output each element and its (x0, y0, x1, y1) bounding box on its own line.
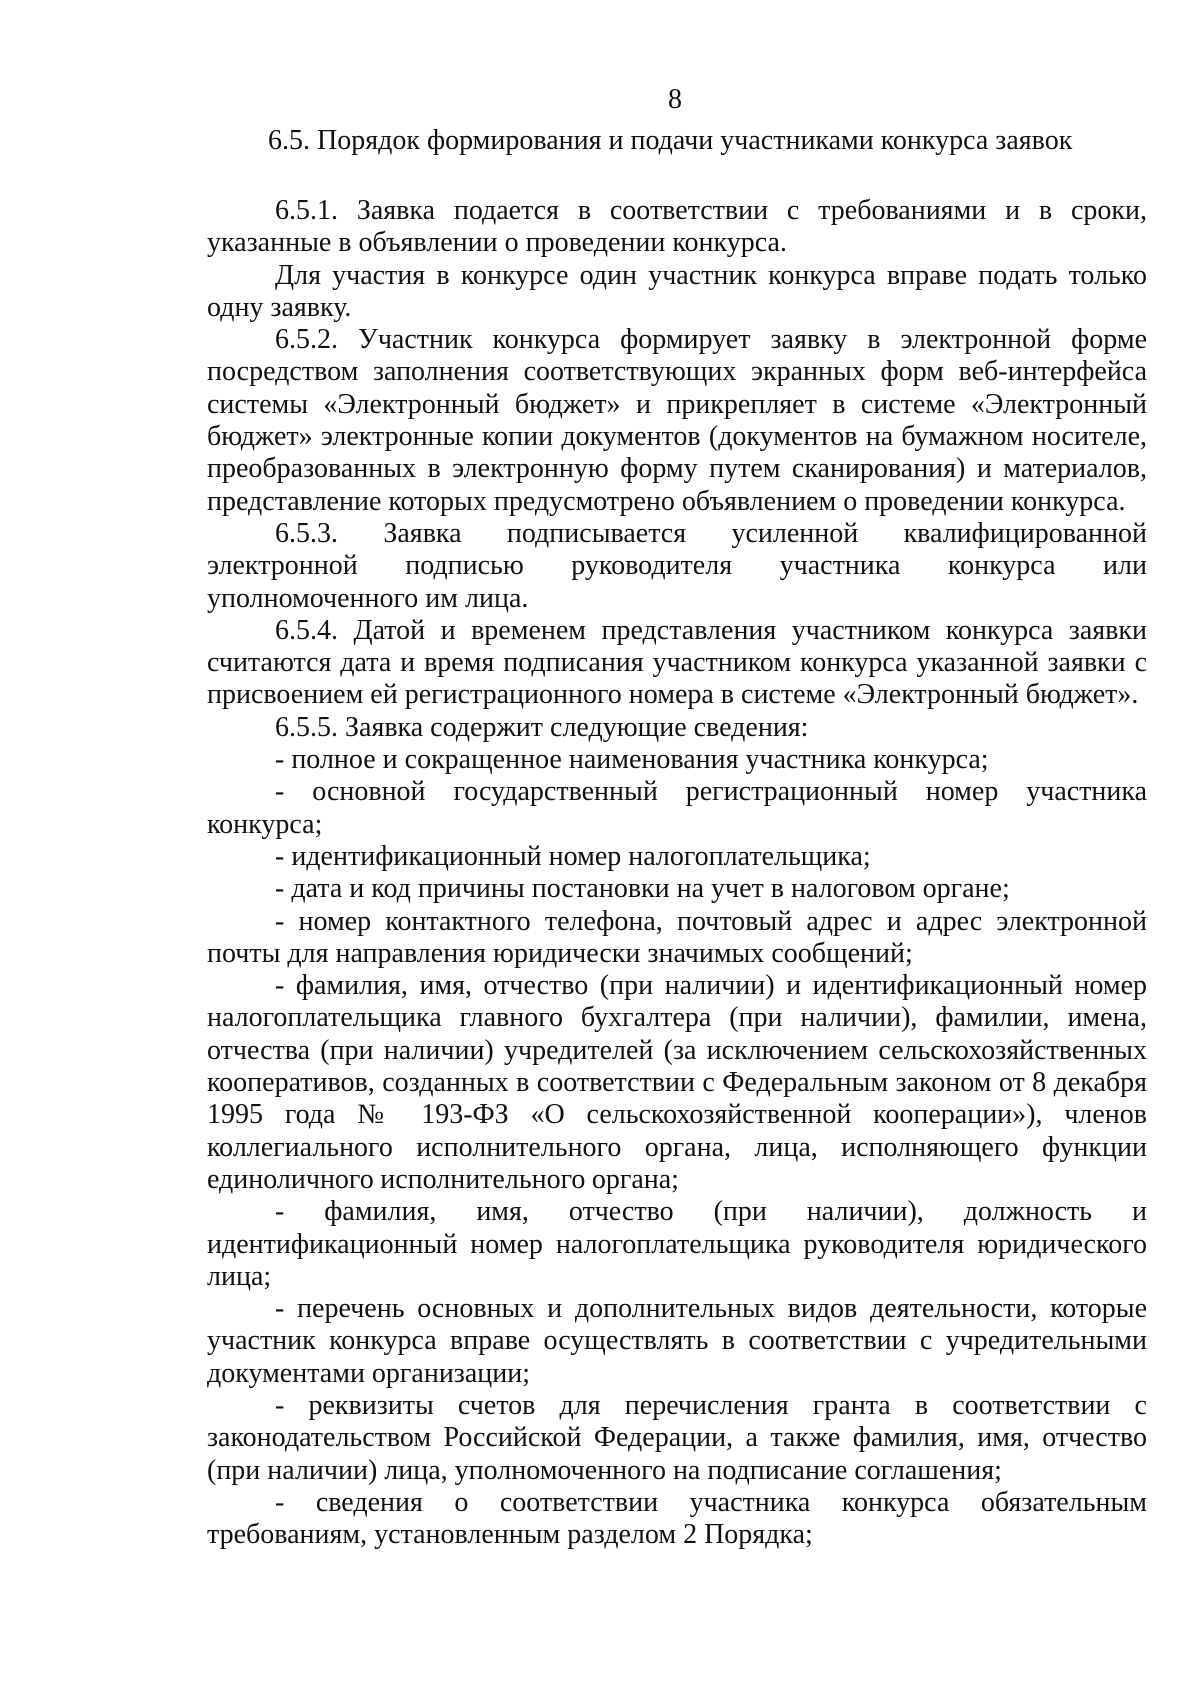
paragraph-single-application: Для участия в конкурсе один участник конкурса вправе подать только одну заявку. (207, 259, 1147, 323)
list-item-inn: - идентификационный номер налогоплательщика; (275, 840, 871, 872)
list-item-director: - фамилия, имя, отчество (при наличии), должность и идентификационный номер налогоплательщика руководителя юридического лица; (207, 1196, 1147, 1292)
list-item-activities: - перечень основных и дополнительных видов деятельности, которые участник конкурса вправе осуществлять в соответствии с учредительными документами организации; (207, 1293, 1147, 1389)
paragraph-6-5-5: 6.5.5. Заявка содержит следующие сведения: (275, 711, 809, 743)
paragraph-6-5-3: 6.5.3. Заявка подписывается усиленной квалифицированной электронной подписью руководителя участника конкурса или уполномоченного им лица. (207, 517, 1147, 614)
list-item-contacts: - номер контактного телефона, почтовый адрес и адрес электронной почты для направления юридически значимых сообщений; (207, 905, 1147, 969)
list-item-compliance: - сведения о соответствии участника конкурса обязательным требованиям, установленным разделом 2 Порядка; (207, 1486, 1147, 1551)
paragraph-6-5-1: 6.5.1. Заявка подается в соответствии с требованиями и в сроки, указанные в объявлении о проведении конкурса. (207, 195, 1147, 259)
document-body (207, 195, 1147, 1551)
list-item-ogrn: - основной государственный регистрационный номер участника конкурса; (207, 776, 1147, 840)
list-item-accountant-founders: - фамилия, имя, отчество (при наличии) и идентификационный номер налогоплательщика главного бухгалтера (при наличии), фамилии, имена, отчества (при наличии) учредителей (за исключением сельскохозяйственных кооперативов, созданных в соответствии с Федеральным законом от 8 декабря 1995 года № 193-ФЗ «О сельскохозяйственной кооперации»), членов коллегиального исполнительного органа, лица, исполняющего функции единоличного исполнительного органа; (207, 970, 1147, 1195)
list-item-tax-registration: - дата и код причины постановки на учет в налоговом органе; (275, 873, 1010, 905)
list-item-name: - полное и сокращенное наименования участника конкурса; (275, 744, 989, 776)
section-heading: 6.5. Порядок формирования и подачи участниками конкурса заявок (268, 125, 1073, 156)
paragraph-6-5-2: 6.5.2. Участник конкурса формирует заявку в электронной форме посредством заполнения соответствующих экранных форм веб-интерфейса системы «Электронный бюджет» и прикрепляет в системе «Электронный бюджет» электронные копии документов (документов на бумажном носителе, преобразованных в электронную форму путем сканирования) и материалов, представление которых предусмотрено объявлением о проведении конкурса. (207, 324, 1147, 517)
list-item-bank-details: - реквизиты счетов для перечисления гранта в соответствии с законодательством Российской Федерации, а также фамилия, имя, отчество (при наличии) лица, уполномоченного на подписание соглашения; (207, 1389, 1147, 1486)
paragraph-6-5-4: 6.5.4. Датой и временем представления участником конкурса заявки считаются дата и время подписания участником конкурса указанной заявки с присвоением ей регистрационного номера в системе «Электронный бюджет». (207, 614, 1147, 711)
page-number: 8 (668, 84, 682, 115)
